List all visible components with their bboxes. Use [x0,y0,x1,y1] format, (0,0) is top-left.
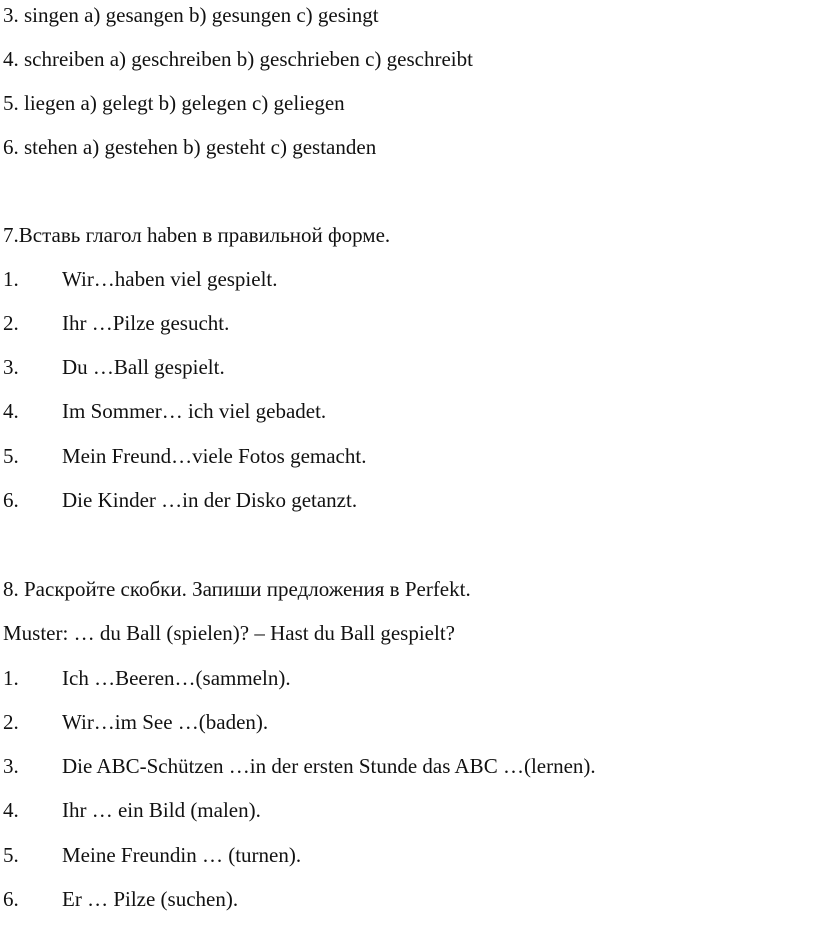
verb-choice-line: 3. singen a) gesangen b) gesungen c) gesingt [3,3,379,27]
item-text: Meine Freundin … (turnen). [62,843,302,867]
item-text: Du …Ball gespielt. [62,355,225,379]
task8-example: Muster: … du Ball (spielen)? – Hast du Ball gespielt? [3,621,455,645]
item-number: 2. [3,710,19,734]
item-text: Wir…haben viel gespielt. [62,267,278,291]
item-text: Mein Freund…viele Fotos gemacht. [62,444,367,468]
verb-choice-line: 6. stehen a) gestehen b) gesteht c) gestanden [3,135,377,159]
item-text: Er … Pilze (suchen). [62,887,239,911]
item-number: 5. [3,444,19,468]
item-number: 6. [3,488,19,512]
item-number: 5. [3,843,19,867]
item-number: 4. [3,798,19,822]
item-text: Wir…im See …(baden). [62,710,269,734]
item-number: 4. [3,399,19,423]
item-number: 1. [3,267,19,291]
item-number: 2. [3,311,19,335]
item-number: 3. [3,355,19,379]
item-number: 3. [3,754,19,778]
item-text: Ihr …Pilze gesucht. [62,311,230,335]
item-text: Die Kinder …in der Disko getanzt. [62,488,358,512]
task8-heading: 8. Раскройте скобки. Запиши предложения в Perfekt. [3,577,471,601]
verb-choice-line: 4. schreiben a) geschreiben b) geschrieben c) geschreibt [3,47,473,71]
task7-heading: 7.Вставь глагол haben в правильной форме. [3,223,391,247]
item-text: Die ABC-Schützen …in der ersten Stunde das ABC …(lernen). [62,754,596,778]
item-text: Im Sommer… ich viel gebadet. [62,399,327,423]
item-number: 1. [3,666,19,690]
verb-choice-line: 5. liegen a) gelegt b) gelegen c) geliegen [3,91,345,115]
item-text: Ich …Beeren…(sammeln). [62,666,291,690]
item-number: 6. [3,887,19,911]
item-text: Ihr … ein Bild (malen). [62,798,261,822]
